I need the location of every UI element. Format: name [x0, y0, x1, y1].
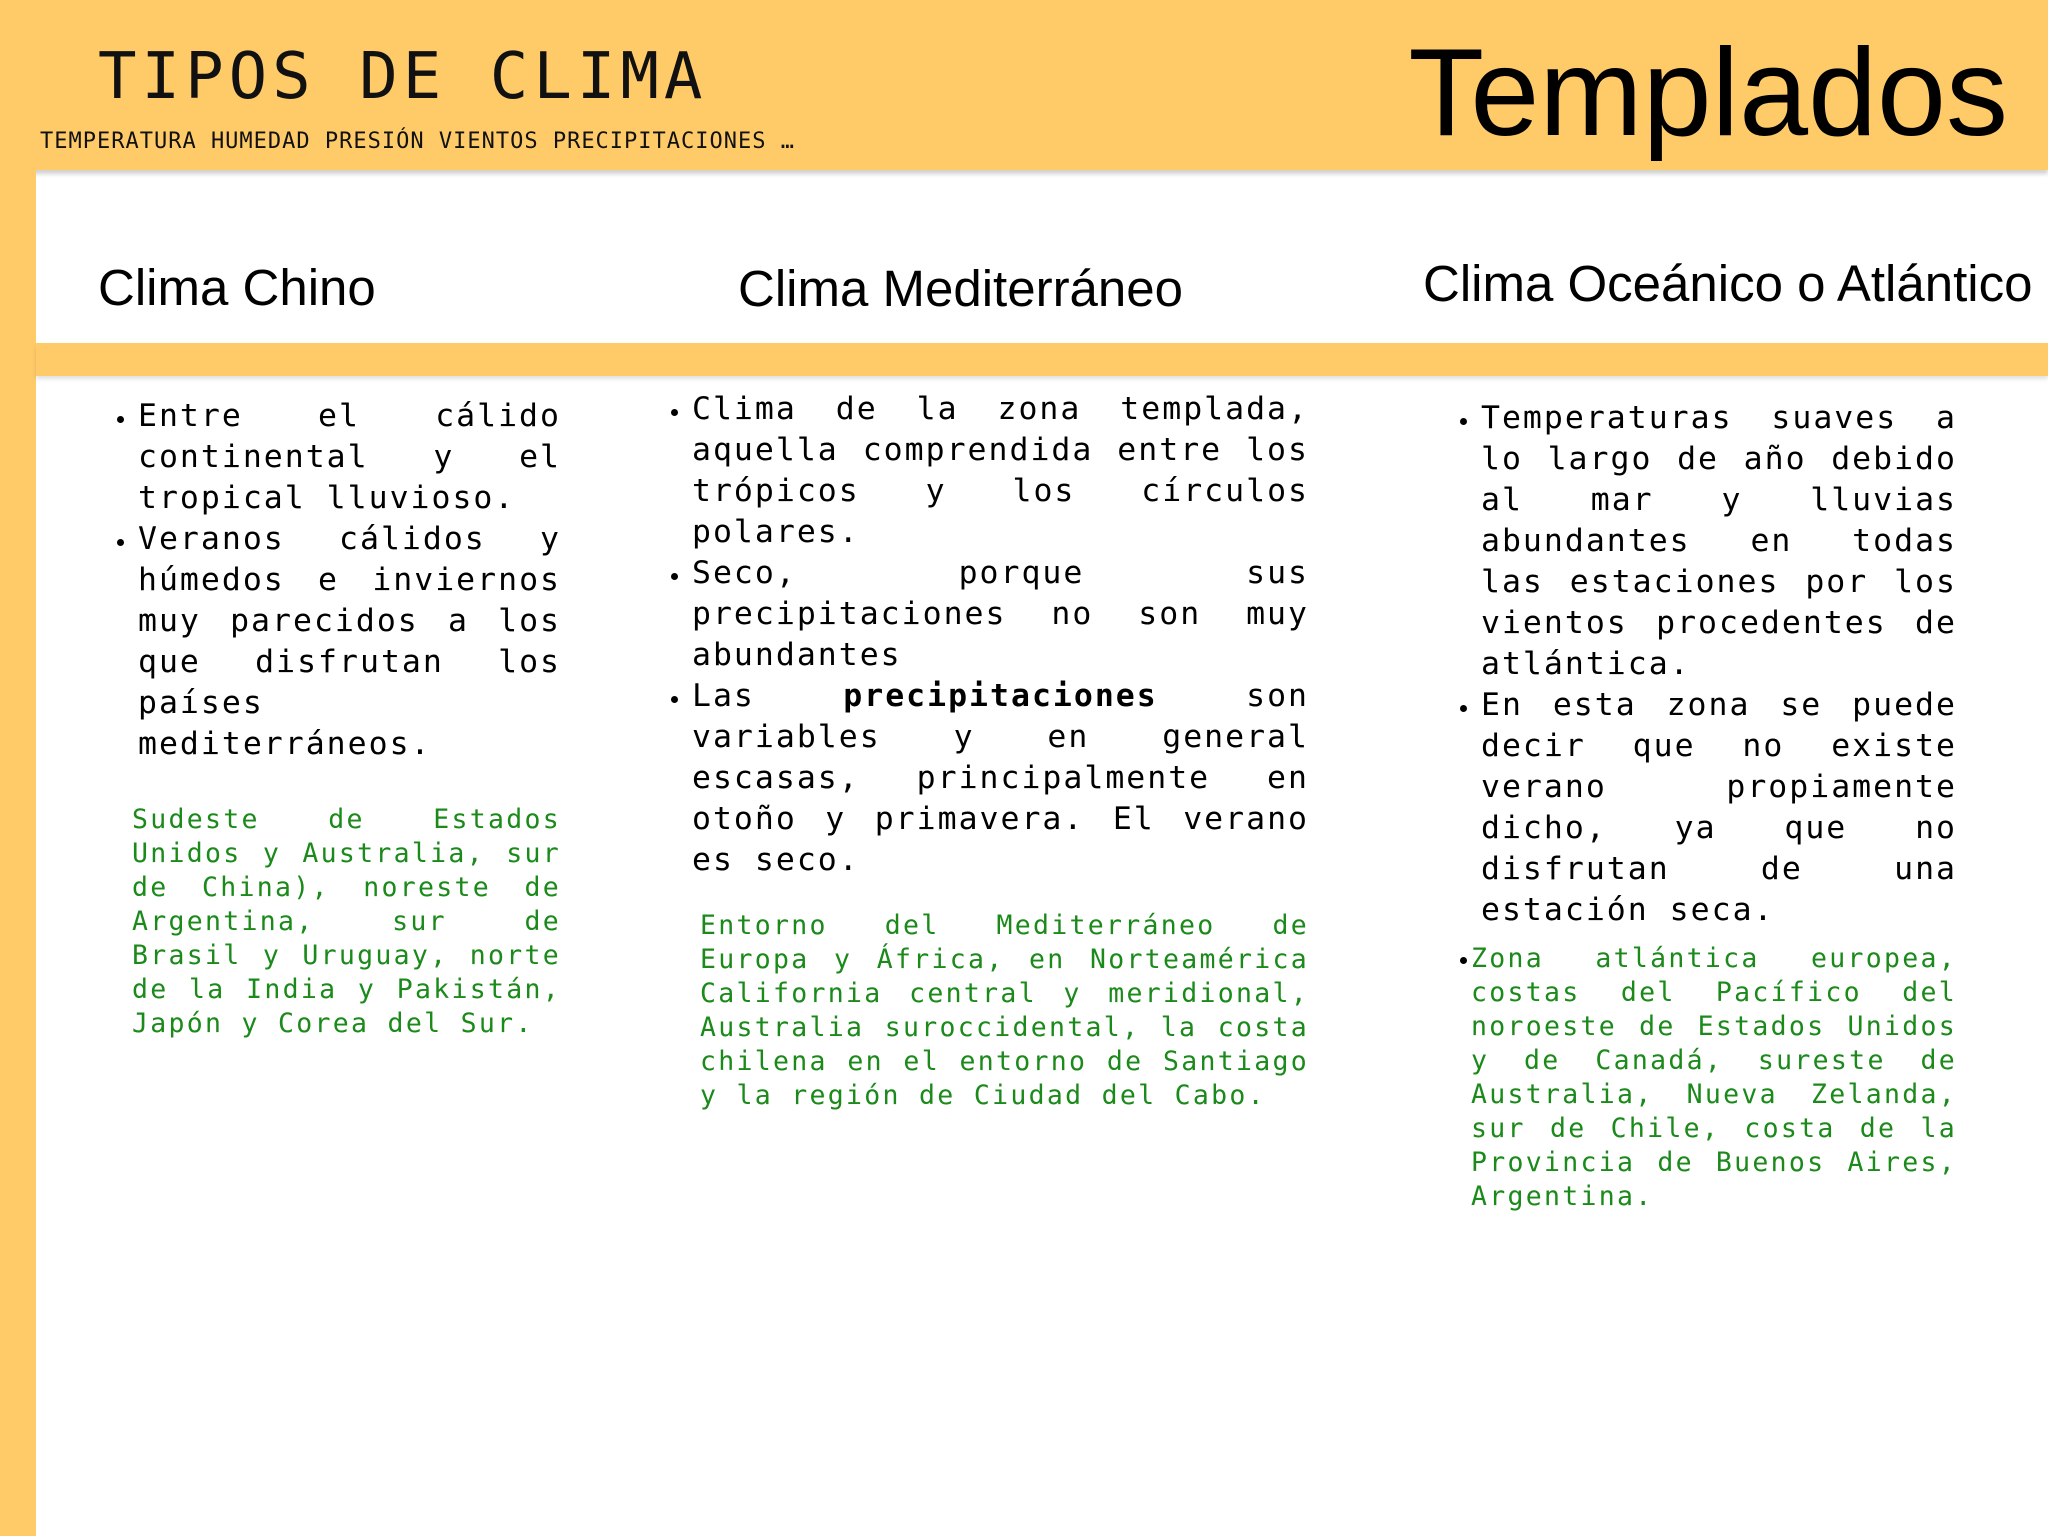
page-subtitle: TEMPERATURA HUMEDAD PRESIÓN VIENTOS PRECIPITACIONES … [40, 129, 795, 154]
column-mediterraneo [652, 389, 1309, 1113]
divider-band [36, 343, 2048, 376]
bullet-list [98, 396, 561, 765]
bullet-list [1441, 398, 1957, 1214]
column-heading-oceanico: Clima Oceánico o Atlántico [1423, 255, 2033, 312]
column-chino [98, 396, 561, 1041]
section-title: Templados [1408, 24, 2008, 162]
column-heading-mediterraneo: Clima Mediterráneo [738, 260, 1184, 317]
list-item: • Veranos cálidos y húmedos e inviernos muy parecidos a los que disfrutan los países mediterráneos. [138, 519, 561, 765]
bold-term: precipitaciones [843, 678, 1158, 714]
list-item: • Clima de la zona templada, aquella comprendida entre los trópicos y los círculos polares. [692, 389, 1309, 553]
region-text: Sudeste de Estados Unidos y Australia, sur de China), noreste de Argentina, sur de Brasil y Uruguay, norte de la India y Pakistán, Japón y Corea del Sur. [132, 804, 561, 1039]
left-band [0, 0, 36, 1536]
page-title: TIPOS DE CLIMA [98, 40, 708, 114]
list-item [1471, 939, 1957, 1214]
column-heading-chino: Clima Chino [98, 259, 376, 316]
list-item: • En esta zona se puede decir que no existe verano propiamente dicho, ya que no disfrutan de una estación seca. [1481, 685, 1957, 931]
region-text: • Zona atlántica europea, costas del Pacífico del noroeste de Estados Unidos y de Canadá, sureste de Australia, Nueva Zelanda, sur de Chile, costa de la Provincia de Buenos Aires, Argentina. [1471, 943, 1957, 1212]
list-item-text: son variables y en general escasas, principalmente en otoño y primavera. El verano es seco. [692, 678, 1310, 878]
region-text: Entorno del Mediterráneo de Europa y África, en Norteamérica California central y meridional, Australia suroccidental, la costa chilena en el entorno de Santiago y la región de Ciudad del Cabo. [700, 910, 1309, 1111]
list-item-text: Las [692, 678, 844, 714]
list-item: • Temperaturas suaves a lo largo de año debido al mar y lluvias abundantes en todas las estaciones por los vientos procedentes de atlántica. [1481, 398, 1957, 685]
column-oceanico [1441, 398, 1957, 1214]
list-item: • Seco, porque sus precipitaciones no son muy abundantes [692, 553, 1309, 676]
bullet-list [652, 389, 1309, 881]
list-item: • Entre el cálido continental y el tropical lluvioso. [138, 396, 561, 519]
list-item [692, 676, 1309, 881]
